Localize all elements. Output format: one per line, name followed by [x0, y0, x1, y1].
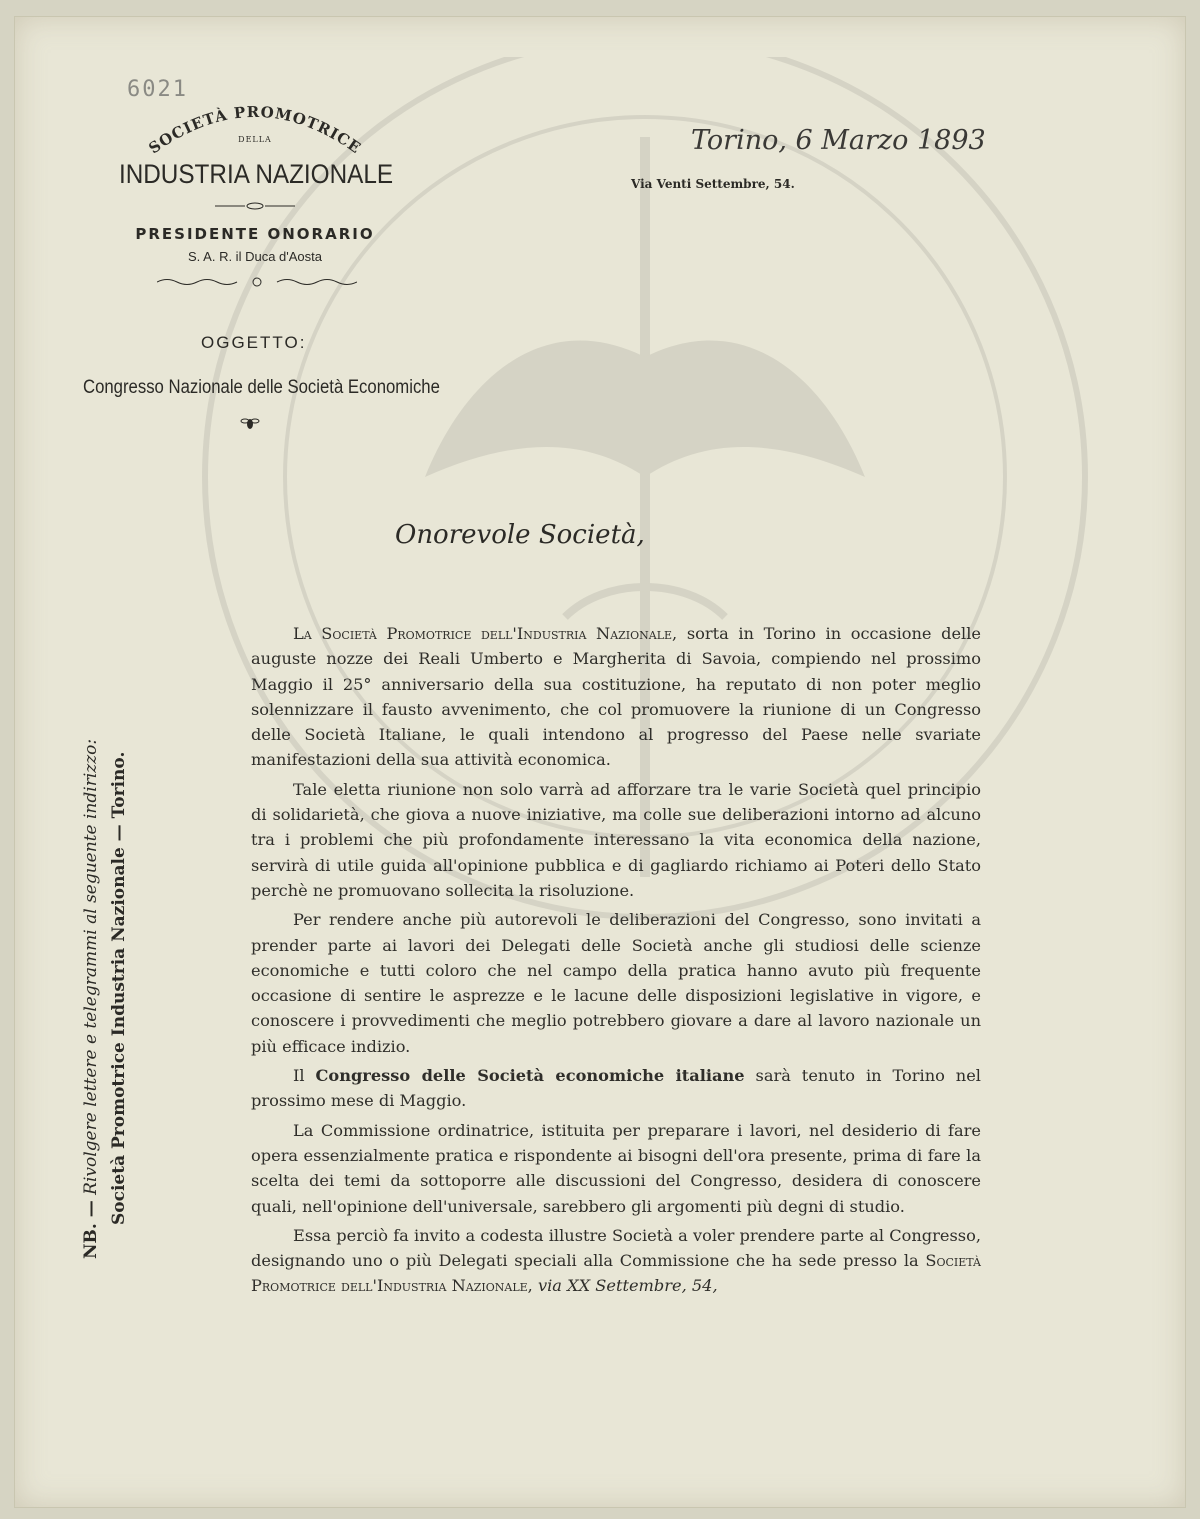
- paragraph-3: Per rendere anche più autorevoli le deliberazioni del Congresso, sono invitati a prender parte ai lavori dei Delegati delle Società anche gli studiosi delle scienze economiche e tutti coloro che nel campo della pratica hanno avuto più frequente occasione di sentire le asprezze e le lacune delle disposizioni legislative in vigore, e conoscere i provvedimenti che meglio potrebbero giovare a dare al lavoro nazionale un più efficace indizio.: [251, 910, 981, 1056]
- paragraph-6: [251, 1223, 981, 1299]
- society-name-2: Società Promotrice dell'Industria Nazionale,: [251, 1251, 981, 1296]
- societa-label: SOCIETÀ PROMOTRICE: [145, 102, 365, 158]
- archive-number: 6021: [127, 77, 188, 102]
- societa-promotrice-arc: [145, 91, 365, 161]
- sidebar-instruction-line: [81, 739, 101, 1259]
- duca-aosta: S. A. R. il Duca d'Aosta: [188, 249, 322, 264]
- paragraph-4: [251, 1063, 981, 1114]
- letter-body: [251, 621, 981, 1303]
- society-name: La Società Promotrice dell'Industria Nazionale,: [293, 624, 678, 643]
- salutation: Onorevole Società,: [395, 520, 645, 550]
- svg-text:SOCIETÀ PROMOTRICE: [145, 103, 364, 157]
- paragraph-5: La Commissione ordinatrice, istituita per preparare i lavori, nel desiderio di fare opera essenzialmente pratica e rispondente ai bisogni dell'ora presente, prima di fare la scelta dei temi da sottoporre alle discussioni del Congresso, desidera di conoscere quali, nell'opinione dell'universale, sarebbero gli argomenti più degni di studio.: [251, 1120, 981, 1216]
- nb-label: NB. —: [81, 1200, 101, 1259]
- ornament-divider: [215, 201, 295, 211]
- paragraph-6-text: Essa perciò fa invito a codesta illustre Società a voler prendere parte al Congresso, designando uno o più Delegati speciali alla Commissione che ha sede presso la: [251, 1225, 981, 1271]
- place-date: Torino, 6 Marzo 1893: [691, 125, 986, 156]
- oggetto-label: OGGETTO:: [201, 333, 307, 352]
- paragraph-4-pre: Il: [293, 1066, 305, 1086]
- della-label: DELLA: [238, 135, 272, 144]
- document-page: [14, 16, 1186, 1508]
- society-address: via XX Settembre, 54,: [537, 1276, 718, 1296]
- paragraph-2: Tale eletta riunione non solo varrà ad afforzare tra le varie Società quel principio di solidarietà, che giova a nuove iniziative, ma colle sue deliberazioni intorno ad alcuno tra i problemi che più profondamente interessano la vita economica della nazione, servirà di utile guida all'opinione pubblica e di gagliardo richiamo ai Poteri dello Stato perchè ne promuovano sollecita la risoluzione.: [251, 779, 981, 900]
- paragraph-1: [251, 621, 981, 773]
- address: Via Venti Settembre, 54.: [631, 177, 795, 191]
- sidebar-instruction: Rivolgere lettere e telegrammi al seguente indirizzo:: [81, 738, 101, 1195]
- industria-nazionale-heading: INDUSTRIA NAZIONALE: [118, 159, 394, 189]
- paragraph-1-text: sorta in Torino in occasione delle auguste nozze dei Reali Umberto e Margherita di Savoia, compiendo nel prossimo Maggio il 25° anniversario della sua costituzione, ha reputato di non poter meglio solennizzare il fausto avvenimento, che col promuovere la riunione di un Congresso delle Società Italiane, le quali intendono al progresso del Paese nelle svariate manifestazioni della sua attività economica.: [251, 624, 981, 770]
- presidente-onorario: PRESIDENTE ONORARIO: [135, 225, 375, 243]
- paragraph-4-text: sarà tenuto in Torino nel prossimo mese di Maggio.: [251, 1066, 981, 1111]
- ornament-flourish: [157, 275, 357, 289]
- bee-ornament-icon: [240, 413, 260, 433]
- sidebar-note: [73, 539, 143, 1259]
- congress-name: Congresso delle Società economiche italiane: [315, 1066, 745, 1086]
- subject-title: Congresso Nazionale delle Società Economiche: [83, 377, 440, 398]
- sidebar-recipient: Società Promotrice Industria Nazionale — Torino.: [109, 751, 129, 1225]
